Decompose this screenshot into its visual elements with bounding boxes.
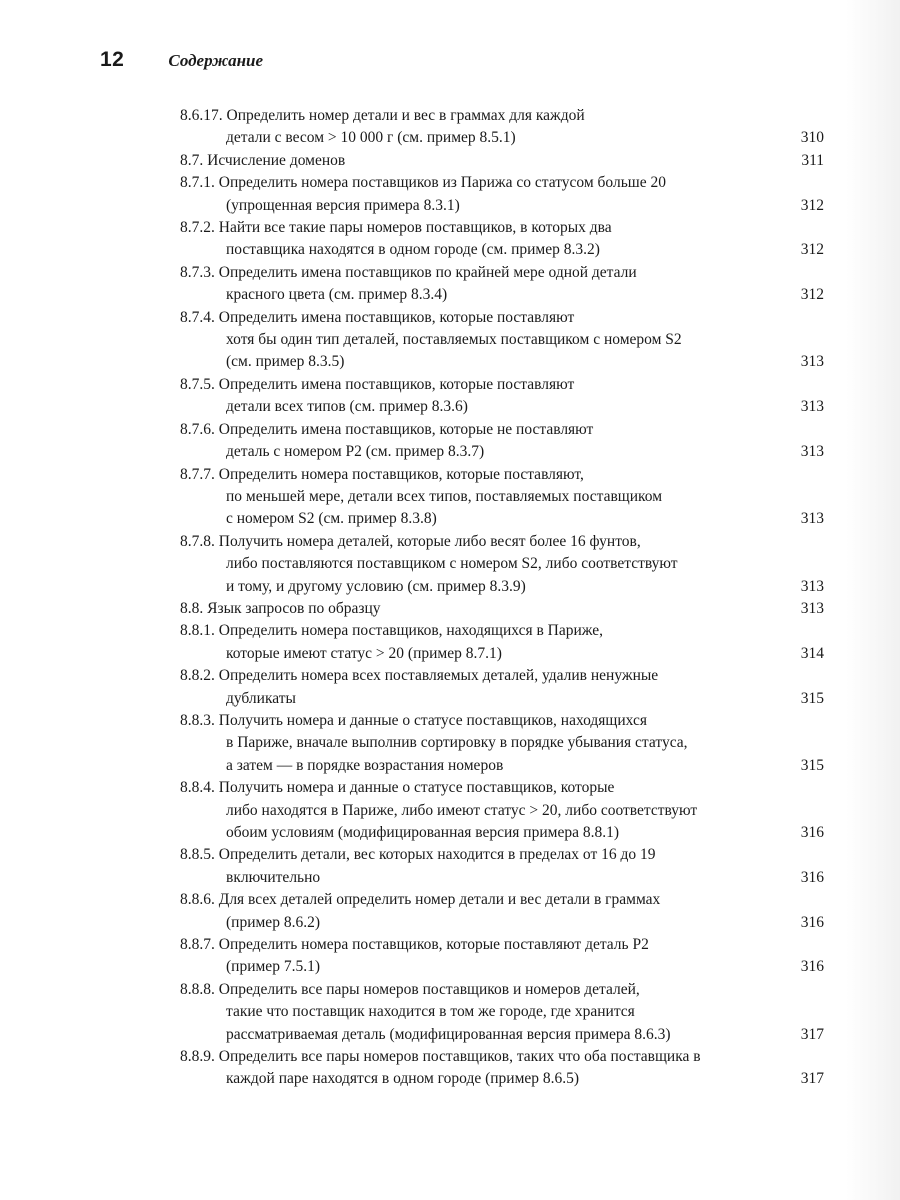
toc-page-number: 310: [800, 129, 824, 147]
toc-entry: [180, 150, 830, 172]
toc-page-number: 312: [800, 241, 824, 259]
toc-entry-text: 8.8.9. Определить все пары номеров поставщиков, таких что оба поставщика в: [180, 1048, 701, 1066]
toc-entry-text: 8.7.3. Определить имена поставщиков по крайней мере одной детали: [180, 263, 637, 281]
toc-page-number: 312: [800, 286, 824, 304]
toc-entry-text: по меньшей мере, детали всех типов, поставляемых поставщиком: [226, 487, 663, 505]
toc-entry-text: 8.6.17. Определить номер детали и вес в граммах для каждой: [180, 107, 585, 124]
toc-entry-text: такие что поставщик находится в том же городе, где хранится: [226, 1003, 635, 1021]
toc-entry-text: 8.8.2. Определить номера всех поставляемых деталей, удалив ненужные: [180, 667, 659, 685]
toc-entry: [180, 598, 830, 620]
toc-entry-text: (пример 8.6.2): [226, 913, 320, 931]
toc-entry-text: детали всех типов (см. пример 8.3.6): [226, 398, 468, 416]
toc-entry-text: 8.8.4. Получить номера и данные о статусе поставщиков, которые: [180, 779, 615, 797]
toc-entry-text: в Париже, вначале выполнив сортировку в порядке убывания статуса,: [226, 734, 688, 752]
toc-entry: [180, 934, 830, 979]
toc-entry: [180, 1046, 830, 1091]
toc-page-number: 316: [800, 824, 824, 841]
toc-entry: [180, 979, 830, 1046]
toc-entry: [180, 777, 830, 844]
toc-entry-text: 8.8.6. Для всех деталей определить номер детали и вес детали в граммах: [180, 891, 661, 909]
toc-page-number: 315: [800, 689, 824, 707]
toc-entry-text: 8.8. Язык запросов по образцу: [180, 599, 381, 617]
toc-page-number: 315: [800, 756, 824, 774]
toc-page-number: 316: [800, 868, 824, 886]
toc-entry: [180, 419, 830, 464]
toc-page-number: 311: [801, 151, 824, 169]
toc-entry: [180, 844, 830, 889]
toc-entry: [180, 217, 830, 262]
toc-entry-text: деталь с номером P2 (см. пример 8.3.7): [226, 443, 485, 461]
toc-page-number: 313: [800, 353, 824, 371]
toc-entry-text: 8.8.1. Определить номера поставщиков, находящихся в Париже,: [180, 622, 604, 640]
toc-entry: [180, 889, 830, 934]
toc-entry-text: (упрощенная версия примера 8.3.1): [226, 196, 460, 214]
toc-entry-text: 8.8.7. Определить номера поставщиков, которые поставляют деталь P2: [180, 936, 649, 954]
table-of-contents: [180, 105, 830, 1091]
toc-entry: [180, 665, 830, 710]
toc-entry: [180, 262, 830, 307]
toc-page-number: 313: [800, 398, 824, 416]
toc-page-number: 313: [800, 443, 824, 461]
toc-entry-text: либо поставляются поставщиком с номером S2, либо соответствуют: [226, 555, 678, 573]
toc-entry-text: 8.7. Исчисление доменов: [180, 151, 346, 169]
toc-entry-text: хотя бы один тип деталей, поставляемых поставщиком с номером S2: [226, 331, 682, 349]
toc-entry-text: рассматриваемая деталь (модифицированная версия примера 8.6.3): [226, 1025, 671, 1043]
toc-entry-text: 8.8.5. Определить детали, вес которых находится в пределах от 16 до 19: [180, 846, 656, 864]
toc-entry-text: обоим условиям (модифицированная версия примера 8.8.1): [226, 824, 619, 841]
toc-entry-text: и тому, и другому условию (см. пример 8.3.9): [226, 577, 526, 595]
toc-entry-text: дубликаты: [226, 689, 296, 707]
toc-entry-text: (см. пример 8.3.5): [226, 353, 345, 371]
toc-entry-text: 8.7.7. Определить номера поставщиков, которые поставляют,: [180, 465, 584, 483]
toc-entry-text: 8.7.2. Найти все такие пары номеров поставщиков, в которых два: [180, 219, 612, 237]
toc-page-number: 317: [800, 1070, 824, 1088]
toc-entry-text: 8.7.6. Определить имена поставщиков, которые не поставляют: [180, 420, 594, 438]
page-number: 12: [100, 48, 125, 71]
toc-entry-text: красного цвета (см. пример 8.3.4): [226, 286, 448, 304]
toc-entry-text: (пример 7.5.1): [226, 958, 320, 976]
toc-entry-text: 8.7.5. Определить имена поставщиков, которые поставляют: [180, 375, 575, 393]
toc-entry: [180, 464, 830, 531]
toc-entry-text: 8.7.1. Определить номера поставщиков из Парижа со статусом больше 20: [180, 174, 666, 192]
toc-entry-text: каждой паре находятся в одном городе (пример 8.6.5): [226, 1070, 580, 1088]
toc-page-number: 316: [800, 913, 824, 931]
toc-entry: [180, 374, 830, 419]
toc-entry: [180, 620, 830, 665]
toc-page-number: 317: [800, 1025, 824, 1043]
toc-entry-text: детали с весом > 10 000 г (см. пример 8.5.1): [226, 129, 516, 147]
toc-entry-text: поставщика находятся в одном городе (см. пример 8.3.2): [226, 241, 600, 259]
toc-page-number: 313: [800, 599, 824, 617]
toc-entry-text: с номером S2 (см. пример 8.3.8): [226, 510, 437, 528]
header-title: Содержание: [168, 51, 264, 70]
toc-entry-text: 8.7.4. Определить имена поставщиков, которые поставляют: [180, 308, 575, 326]
toc-page-number: 316: [800, 958, 824, 976]
toc-page-number: 313: [800, 577, 824, 595]
toc-entry: [180, 105, 830, 150]
toc-entry: [180, 172, 830, 217]
toc-entry-text: 8.8.3. Получить номера и данные о статусе поставщиков, находящихся: [180, 711, 647, 729]
toc-entry-text: 8.8.8. Определить все пары номеров поставщиков и номеров деталей,: [180, 980, 640, 998]
toc-entry: [180, 307, 830, 374]
toc-page-number: 314: [800, 644, 824, 662]
toc-entry-text: а затем — в порядке возрастания номеров: [226, 756, 504, 774]
toc-entry: [180, 531, 830, 598]
toc-entry-text: включительно: [226, 868, 321, 886]
toc-entry: [180, 710, 830, 777]
toc-page-number: 312: [800, 196, 824, 214]
running-header: [100, 48, 263, 72]
toc-entry-text: 8.7.8. Получить номера деталей, которые либо весят более 16 фунтов,: [180, 532, 641, 550]
toc-entry-text: либо находятся в Париже, либо имеют статус > 20, либо соответствуют: [226, 801, 698, 819]
toc-page-number: 313: [800, 510, 824, 528]
toc-entry-text: которые имеют статус > 20 (пример 8.7.1): [226, 644, 502, 662]
